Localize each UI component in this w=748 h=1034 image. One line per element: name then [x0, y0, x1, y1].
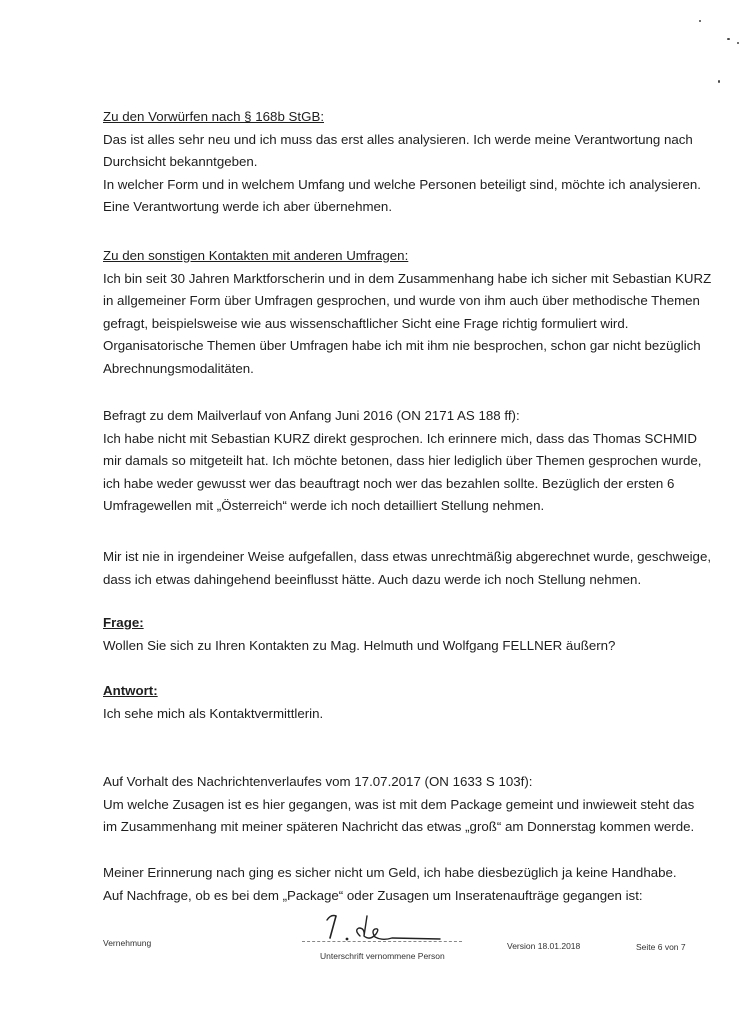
section-recollection [103, 862, 713, 907]
page-number: Seite 6 von 7 [636, 942, 686, 952]
section-mail-thread [103, 405, 713, 518]
signature-caption: Unterschrift vernommene Person [320, 951, 445, 961]
signature-mark [320, 908, 470, 948]
text-line: in allgemeiner Form über Umfragen gesprochen, und wurde von ihm auch über methodische Themen [103, 293, 700, 308]
footer-document-type: Vernehmung [103, 938, 152, 948]
section-heading: Zu den Vorwürfen nach § 168b StGB: [103, 109, 325, 124]
section-billing [103, 546, 713, 591]
text-line: Ich bin seit 30 Jahren Marktforscherin und in dem Zusammenhang habe ich sicher mit Sebastian KURZ [103, 270, 712, 286]
scan-speck [699, 20, 701, 22]
footer-version: Version 18.01.2018 [507, 941, 581, 951]
text-line: Mir ist nie in irgendeiner Weise aufgefallen, dass etwas unrechtmäßig abgerechnet wurde, geschweige, [103, 549, 712, 564]
scan-speck [718, 80, 720, 83]
section-heading: Zu den sonstigen Kontakten mit anderen Umfragen: [103, 248, 409, 263]
answer-label: Antwort: [103, 683, 158, 698]
text-line: Organisatorische Themen über Umfragen habe ich mit ihm nie besprochen, schon gar nicht bezüglich [103, 338, 701, 353]
section-allegations [103, 106, 713, 219]
text-line: Meiner Erinnerung nach ging es sicher nicht um Geld, ich habe diesbezüglich ja keine Handhabe. [103, 865, 677, 880]
text-line: In welcher Form und in welchem Umfang und welche Personen beteiligt sind, möchte ich analysieren. [103, 176, 701, 192]
section-other-contacts [103, 245, 713, 380]
text-line: Das ist alles sehr neu und ich muss das erst alles analysieren. Ich werde meine Verantwortung nach [103, 131, 693, 147]
section-intro: Auf Vorhalt des Nachrichtenverlaufes vom 17.07.2017 (ON 1633 S 103f): [103, 774, 533, 789]
text-line: Eine Verantwortung werde ich aber übernehmen. [103, 199, 393, 214]
text-line: Abrechnungsmodalitäten. [103, 360, 254, 376]
question-label: Frage: [103, 615, 144, 630]
text-line: ich habe weder gewusst wer das beauftragt noch wer das bezahlen sollte. Bezüglich der ersten 6 [103, 475, 675, 491]
text-line: mir damals so mitgeteilt hat. Ich möchte betonen, dass hier lediglich über Themen gesprochen wurde, [103, 453, 702, 468]
question-text: Wollen Sie sich zu Ihren Kontakten zu Mag. Helmuth und Wolfgang FELLNER äußern? [103, 637, 616, 653]
scan-speck [737, 42, 739, 44]
answer-block [103, 680, 713, 725]
section-message-thread [103, 771, 713, 839]
text-line: dass ich etwas dahingehend beeinflusst hätte. Auch dazu werde ich noch Stellung nehmen. [103, 571, 642, 587]
text-line: Durchsicht bekanntgeben. [103, 154, 258, 169]
text-line: Ich habe nicht mit Sebastian KURZ direkt gesprochen. Ich erinnere mich, dass das Thomas SCHMID [103, 430, 697, 446]
question-block [103, 612, 713, 657]
text-line: im Zusammenhang mit meiner späteren Nachricht das etwas „groß“ am Donnerstag kommen werde. [103, 819, 695, 834]
text-line: Um welche Zusagen ist es hier gegangen, was ist mit dem Package gemeint und inwieweit steht das [103, 796, 695, 812]
text-line: Auf Nachfrage, ob es bei dem „Package“ oder Zusagen um Inseratenaufträge gegangen ist: [103, 887, 643, 903]
text-line: Umfragewellen mit „Österreich“ werde ich noch detailliert Stellung nehmen. [103, 498, 545, 513]
answer-text: Ich sehe mich als Kontaktvermittlerin. [103, 705, 324, 721]
text-line: gefragt, beispielsweise wie aus wissenschaftlicher Sicht eine Frage richtig formuliert wird. [103, 315, 629, 331]
scan-speck [727, 38, 730, 40]
section-intro: Befragt zu dem Mailverlauf von Anfang Juni 2016 (ON 2171 AS 188 ff): [103, 408, 520, 423]
